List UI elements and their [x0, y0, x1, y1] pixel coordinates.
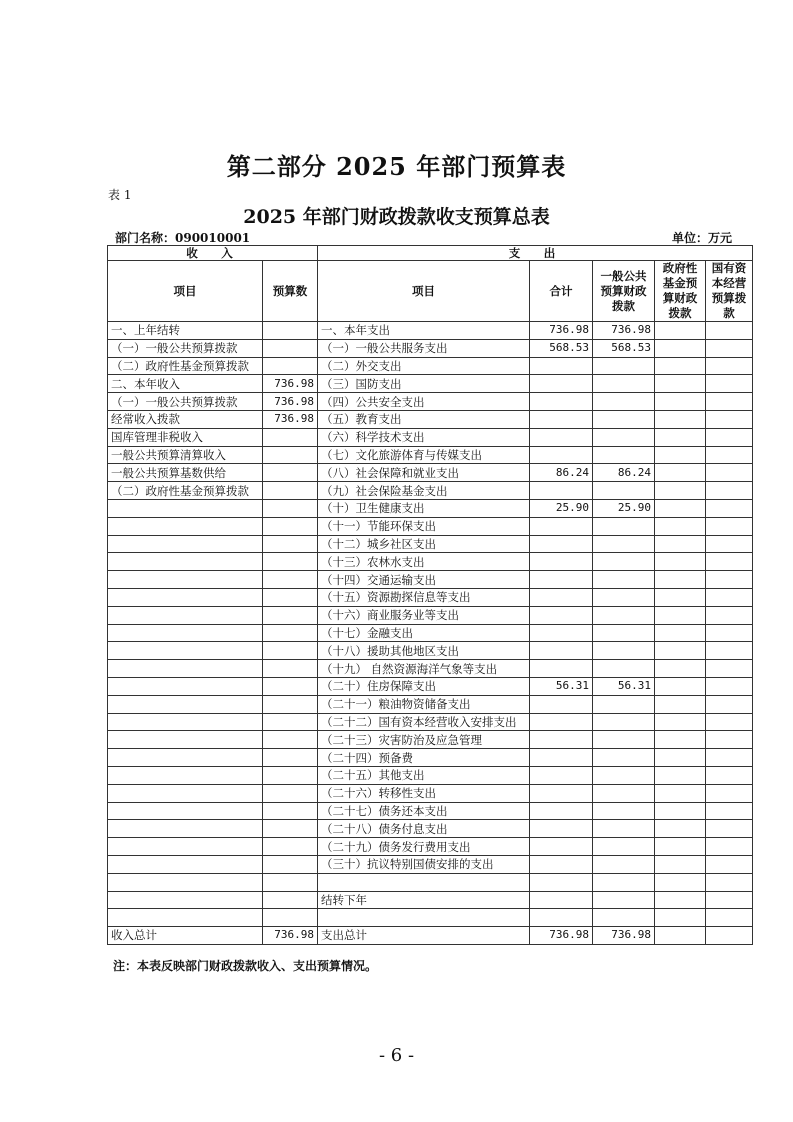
- table-cell: [706, 766, 753, 784]
- table-cell: （十四）交通运输支出: [318, 571, 530, 589]
- table-cell: （二十八）债务付息支出: [318, 820, 530, 838]
- table-cell: [530, 909, 593, 927]
- budget-body: [108, 322, 753, 945]
- table-cell: [263, 838, 318, 856]
- table-cell: [706, 606, 753, 624]
- table-cell: （一）一般公共预算拨款: [108, 339, 263, 357]
- table-cell: [530, 446, 593, 464]
- table-cell: [263, 731, 318, 749]
- table-cell: [593, 820, 655, 838]
- table-cell: [593, 713, 655, 731]
- table-cell: （二十五）其他支出: [318, 766, 530, 784]
- table-cell: （一）一般公共服务支出: [318, 339, 530, 357]
- table-cell: [108, 535, 263, 553]
- table-cell: [706, 660, 753, 678]
- table-row: [108, 375, 753, 393]
- table-cell: [263, 766, 318, 784]
- table-cell: [655, 410, 706, 428]
- table-cell: 国库管理非税收入: [108, 428, 263, 446]
- table-cell: [108, 766, 263, 784]
- table-cell: [706, 588, 753, 606]
- table-cell: [655, 731, 706, 749]
- table-cell: [108, 873, 263, 891]
- table-cell: [530, 660, 593, 678]
- table-cell: [108, 909, 263, 927]
- table-cell: [530, 571, 593, 589]
- table-cell: [108, 784, 263, 802]
- table-cell: [263, 588, 318, 606]
- table-cell: [706, 838, 753, 856]
- table-cell: [655, 464, 706, 482]
- table-row: [108, 660, 753, 678]
- table-row: [108, 482, 753, 500]
- table-cell: （二十四）预备费: [318, 749, 530, 767]
- table-cell: [706, 624, 753, 642]
- table-cell: （八）社会保障和就业支出: [318, 464, 530, 482]
- table-cell: 568.53: [530, 339, 593, 357]
- total-row: [108, 927, 753, 945]
- table-cell: [706, 464, 753, 482]
- table-cell: [706, 339, 753, 357]
- table-cell: [655, 784, 706, 802]
- table-cell: [593, 571, 655, 589]
- table-cell: [593, 855, 655, 873]
- table-cell: [108, 642, 263, 660]
- table-cell: 25.90: [530, 499, 593, 517]
- table-cell: [530, 802, 593, 820]
- table-cell: [530, 749, 593, 767]
- table-cell: [108, 802, 263, 820]
- table-cell: [530, 357, 593, 375]
- table-cell: [593, 838, 655, 856]
- table-cell: （十六）商业服务业等支出: [318, 606, 530, 624]
- table-cell: 一般公共预算清算收入: [108, 446, 263, 464]
- table-cell: [530, 766, 593, 784]
- table-row: [108, 428, 753, 446]
- table-cell: [263, 464, 318, 482]
- table-cell: [655, 855, 706, 873]
- table-cell: [655, 339, 706, 357]
- table-cell: 二、本年收入: [108, 375, 263, 393]
- table-row: [108, 749, 753, 767]
- table-cell: [263, 535, 318, 553]
- unit-label: 单位：万元: [672, 231, 733, 245]
- table-cell: （十）卫生健康支出: [318, 499, 530, 517]
- table-cell: [593, 428, 655, 446]
- table-cell: 736.98: [263, 927, 318, 945]
- table-cell: [655, 624, 706, 642]
- table-row: [108, 410, 753, 428]
- table-cell: 86.24: [530, 464, 593, 482]
- table-cell: [593, 535, 655, 553]
- table-cell: [263, 553, 318, 571]
- table-row: [108, 588, 753, 606]
- table-cell: [263, 642, 318, 660]
- table-cell: [593, 606, 655, 624]
- table-cell: [706, 375, 753, 393]
- table-cell: （五）教育支出: [318, 410, 530, 428]
- table-cell: [530, 873, 593, 891]
- table-cell: [655, 873, 706, 891]
- table-cell: [263, 820, 318, 838]
- table-cell: [706, 482, 753, 500]
- table-cell: [655, 766, 706, 784]
- table-row: [108, 838, 753, 856]
- table-cell: [530, 393, 593, 411]
- table-row: [108, 642, 753, 660]
- table-cell: [655, 820, 706, 838]
- table-cell: [263, 749, 318, 767]
- income-header: 收 入: [108, 246, 318, 261]
- col-state-capital: 国有资本经营预算拨款: [706, 261, 753, 322]
- table-cell: [706, 535, 753, 553]
- table-cell: [108, 855, 263, 873]
- table-cell: [706, 322, 753, 340]
- table-cell: [108, 820, 263, 838]
- table-cell: 736.98: [263, 375, 318, 393]
- table-row: [108, 802, 753, 820]
- table-cell: （一）一般公共预算拨款: [108, 393, 263, 411]
- table-cell: [108, 553, 263, 571]
- table-cell: [593, 909, 655, 927]
- table-cell: （十九） 自然资源海洋气象等支出: [318, 660, 530, 678]
- table-cell: [593, 642, 655, 660]
- table-cell: 568.53: [593, 339, 655, 357]
- table-cell: 736.98: [530, 322, 593, 340]
- table-row: [108, 357, 753, 375]
- table-cell: [655, 642, 706, 660]
- table-cell: [593, 766, 655, 784]
- table-row: [108, 731, 753, 749]
- table-cell: [706, 820, 753, 838]
- document-title: 2025 年部门财政拨款收支预算总表: [243, 206, 550, 228]
- table-cell: [706, 909, 753, 927]
- table-cell: （六）科学技术支出: [318, 428, 530, 446]
- table-number: 表 1: [108, 188, 132, 202]
- table-cell: [593, 553, 655, 571]
- table-cell: [706, 891, 753, 909]
- table-cell: [108, 660, 263, 678]
- table-cell: （二）外交支出: [318, 357, 530, 375]
- table-cell: [263, 891, 318, 909]
- table-cell: [108, 499, 263, 517]
- table-row: [108, 677, 753, 695]
- table-cell: [530, 642, 593, 660]
- table-cell: （十五）资源勘探信息等支出: [318, 588, 530, 606]
- table-row: [108, 891, 753, 909]
- table-cell: （二十二）国有资本经营收入安排支出: [318, 713, 530, 731]
- table-row: [108, 695, 753, 713]
- table-cell: [108, 731, 263, 749]
- table-row: [108, 571, 753, 589]
- table-cell: 736.98: [593, 322, 655, 340]
- table-cell: [263, 428, 318, 446]
- table-cell: [593, 624, 655, 642]
- table-cell: 56.31: [530, 677, 593, 695]
- table-cell: [655, 322, 706, 340]
- table-cell: [655, 535, 706, 553]
- table-cell: [706, 731, 753, 749]
- table-cell: [108, 695, 263, 713]
- table-cell: （十八）援助其他地区支出: [318, 642, 530, 660]
- table-cell: （十三）农林水支出: [318, 553, 530, 571]
- table-cell: [593, 802, 655, 820]
- table-row: [108, 517, 753, 535]
- table-cell: 一般公共预算基数供给: [108, 464, 263, 482]
- table-cell: [655, 677, 706, 695]
- table-cell: [593, 517, 655, 535]
- table-cell: [108, 838, 263, 856]
- table-cell: [655, 446, 706, 464]
- table-cell: [263, 322, 318, 340]
- table-cell: [530, 410, 593, 428]
- table-cell: [318, 873, 530, 891]
- table-cell: （二十九）债务发行费用支出: [318, 838, 530, 856]
- table-cell: [655, 553, 706, 571]
- table-cell: 736.98: [593, 927, 655, 945]
- table-cell: [655, 891, 706, 909]
- table-cell: [706, 855, 753, 873]
- table-cell: [263, 357, 318, 375]
- table-cell: （二）政府性基金预算拨款: [108, 357, 263, 375]
- table-row: [108, 820, 753, 838]
- table-cell: [593, 588, 655, 606]
- table-cell: [530, 838, 593, 856]
- table-cell: [263, 624, 318, 642]
- table-cell: [706, 517, 753, 535]
- table-cell: 86.24: [593, 464, 655, 482]
- table-cell: [593, 410, 655, 428]
- part-title: 第二部分 2025 年部门预算表: [226, 152, 567, 181]
- table-cell: [108, 713, 263, 731]
- table-row: [108, 766, 753, 784]
- table-cell: [263, 606, 318, 624]
- table-cell: （二十七）债务还本支出: [318, 802, 530, 820]
- table-row: [108, 873, 753, 891]
- table-cell: [706, 499, 753, 517]
- col-income-budget: 预算数: [263, 261, 318, 322]
- table-cell: [263, 482, 318, 500]
- table-cell: [263, 873, 318, 891]
- table-cell: [108, 571, 263, 589]
- table-cell: [655, 428, 706, 446]
- table-row: [108, 339, 753, 357]
- table-cell: [530, 695, 593, 713]
- col-expense-item: 项目: [318, 261, 530, 322]
- table-cell: [108, 749, 263, 767]
- table-cell: [263, 571, 318, 589]
- col-total: 合计: [530, 261, 593, 322]
- table-cell: [108, 624, 263, 642]
- table-cell: [655, 517, 706, 535]
- table-cell: [706, 393, 753, 411]
- page-number: - 6 -: [378, 1045, 415, 1066]
- table-cell: [706, 927, 753, 945]
- table-cell: （二）政府性基金预算拨款: [108, 482, 263, 500]
- col-income-item: 项目: [108, 261, 263, 322]
- col-general-budget: 一般公共预算财政拨款: [593, 261, 655, 322]
- table-cell: [655, 357, 706, 375]
- table-cell: （二十一）粮油物资储备支出: [318, 695, 530, 713]
- table-cell: [263, 855, 318, 873]
- table-cell: [706, 784, 753, 802]
- table-cell: [530, 428, 593, 446]
- table-cell: [530, 855, 593, 873]
- table-cell: [655, 802, 706, 820]
- table-cell: （十七）金融支出: [318, 624, 530, 642]
- table-cell: [530, 891, 593, 909]
- table-cell: [593, 891, 655, 909]
- table-cell: [655, 749, 706, 767]
- table-cell: [530, 535, 593, 553]
- table-cell: [706, 749, 753, 767]
- table-cell: [593, 393, 655, 411]
- table-cell: [530, 784, 593, 802]
- table-cell: [593, 357, 655, 375]
- table-cell: [263, 660, 318, 678]
- table-cell: [263, 499, 318, 517]
- table-row: [108, 624, 753, 642]
- table-cell: 支出总计: [318, 927, 530, 945]
- table-cell: 736.98: [263, 393, 318, 411]
- table-cell: [706, 695, 753, 713]
- table-cell: [108, 588, 263, 606]
- table-cell: （七）文化旅游体育与传媒支出: [318, 446, 530, 464]
- table-cell: 经常收入拨款: [108, 410, 263, 428]
- table-cell: [593, 784, 655, 802]
- table-cell: 结转下年: [318, 891, 530, 909]
- table-note: 注：本表反映部门财政拨款收入、支出预算情况。: [113, 959, 378, 973]
- table-row: [108, 553, 753, 571]
- table-cell: [593, 873, 655, 891]
- table-cell: [593, 660, 655, 678]
- table-cell: （四）公共安全支出: [318, 393, 530, 411]
- table-cell: 一、上年结转: [108, 322, 263, 340]
- table-row: [108, 784, 753, 802]
- table-cell: [263, 909, 318, 927]
- col-gov-fund: 政府性基金预算财政拨款: [655, 261, 706, 322]
- table-row: [108, 855, 753, 873]
- table-cell: （二十）住房保障支出: [318, 677, 530, 695]
- table-cell: [530, 731, 593, 749]
- table-cell: [706, 873, 753, 891]
- table-cell: [530, 713, 593, 731]
- table-cell: （二十六）转移性支出: [318, 784, 530, 802]
- table-cell: （三）国防支出: [318, 375, 530, 393]
- table-cell: （二十三）灾害防治及应急管理: [318, 731, 530, 749]
- table-cell: [655, 482, 706, 500]
- table-cell: [655, 695, 706, 713]
- table-cell: [263, 784, 318, 802]
- table-cell: [530, 820, 593, 838]
- table-cell: 736.98: [263, 410, 318, 428]
- table-cell: 736.98: [530, 927, 593, 945]
- table-cell: [706, 410, 753, 428]
- table-cell: [706, 802, 753, 820]
- table-cell: [655, 588, 706, 606]
- table-cell: （十二）城乡社区支出: [318, 535, 530, 553]
- table-cell: [593, 482, 655, 500]
- table-cell: [655, 375, 706, 393]
- expense-header: 支 出: [318, 246, 753, 261]
- table-row: [108, 606, 753, 624]
- table-cell: （九）社会保险基金支出: [318, 482, 530, 500]
- table-cell: [530, 482, 593, 500]
- table-row: [108, 909, 753, 927]
- table-row: [108, 393, 753, 411]
- table-cell: [655, 909, 706, 927]
- table-cell: [108, 606, 263, 624]
- table-cell: [706, 428, 753, 446]
- table-cell: [108, 677, 263, 695]
- department-label: 部门名称：090010001: [115, 231, 251, 245]
- table-cell: [593, 446, 655, 464]
- table-cell: [706, 357, 753, 375]
- table-cell: [108, 891, 263, 909]
- table-cell: [655, 838, 706, 856]
- budget-table: [107, 245, 753, 945]
- table-cell: （十一）节能环保支出: [318, 517, 530, 535]
- table-cell: [706, 713, 753, 731]
- table-cell: [108, 517, 263, 535]
- table-cell: [593, 749, 655, 767]
- table-cell: [593, 375, 655, 393]
- table-cell: [593, 731, 655, 749]
- table-cell: [530, 553, 593, 571]
- table-cell: [655, 499, 706, 517]
- table-cell: [530, 606, 593, 624]
- table-row: [108, 464, 753, 482]
- table-cell: [530, 588, 593, 606]
- table-row: [108, 499, 753, 517]
- table-row: [108, 322, 753, 340]
- table-cell: [706, 642, 753, 660]
- table-cell: [655, 571, 706, 589]
- table-cell: [655, 393, 706, 411]
- table-cell: [530, 517, 593, 535]
- table-cell: [655, 713, 706, 731]
- table-cell: [593, 695, 655, 713]
- table-cell: 一、本年支出: [318, 322, 530, 340]
- table-cell: [530, 375, 593, 393]
- table-row: [108, 535, 753, 553]
- table-cell: [263, 713, 318, 731]
- table-cell: [263, 677, 318, 695]
- table-cell: [263, 695, 318, 713]
- table-cell: [263, 446, 318, 464]
- table-cell: [318, 909, 530, 927]
- table-cell: [263, 517, 318, 535]
- table-cell: [706, 571, 753, 589]
- table-cell: [706, 677, 753, 695]
- table-cell: 56.31: [593, 677, 655, 695]
- table-cell: [655, 927, 706, 945]
- table-cell: [655, 606, 706, 624]
- table-cell: [655, 660, 706, 678]
- table-cell: （三十）抗议特别国债安排的支出: [318, 855, 530, 873]
- table-cell: 收入总计: [108, 927, 263, 945]
- table-cell: [530, 624, 593, 642]
- table-row: [108, 446, 753, 464]
- table-cell: [263, 339, 318, 357]
- table-cell: [263, 802, 318, 820]
- table-cell: [706, 553, 753, 571]
- table-cell: 25.90: [593, 499, 655, 517]
- table-row: [108, 713, 753, 731]
- table-cell: [706, 446, 753, 464]
